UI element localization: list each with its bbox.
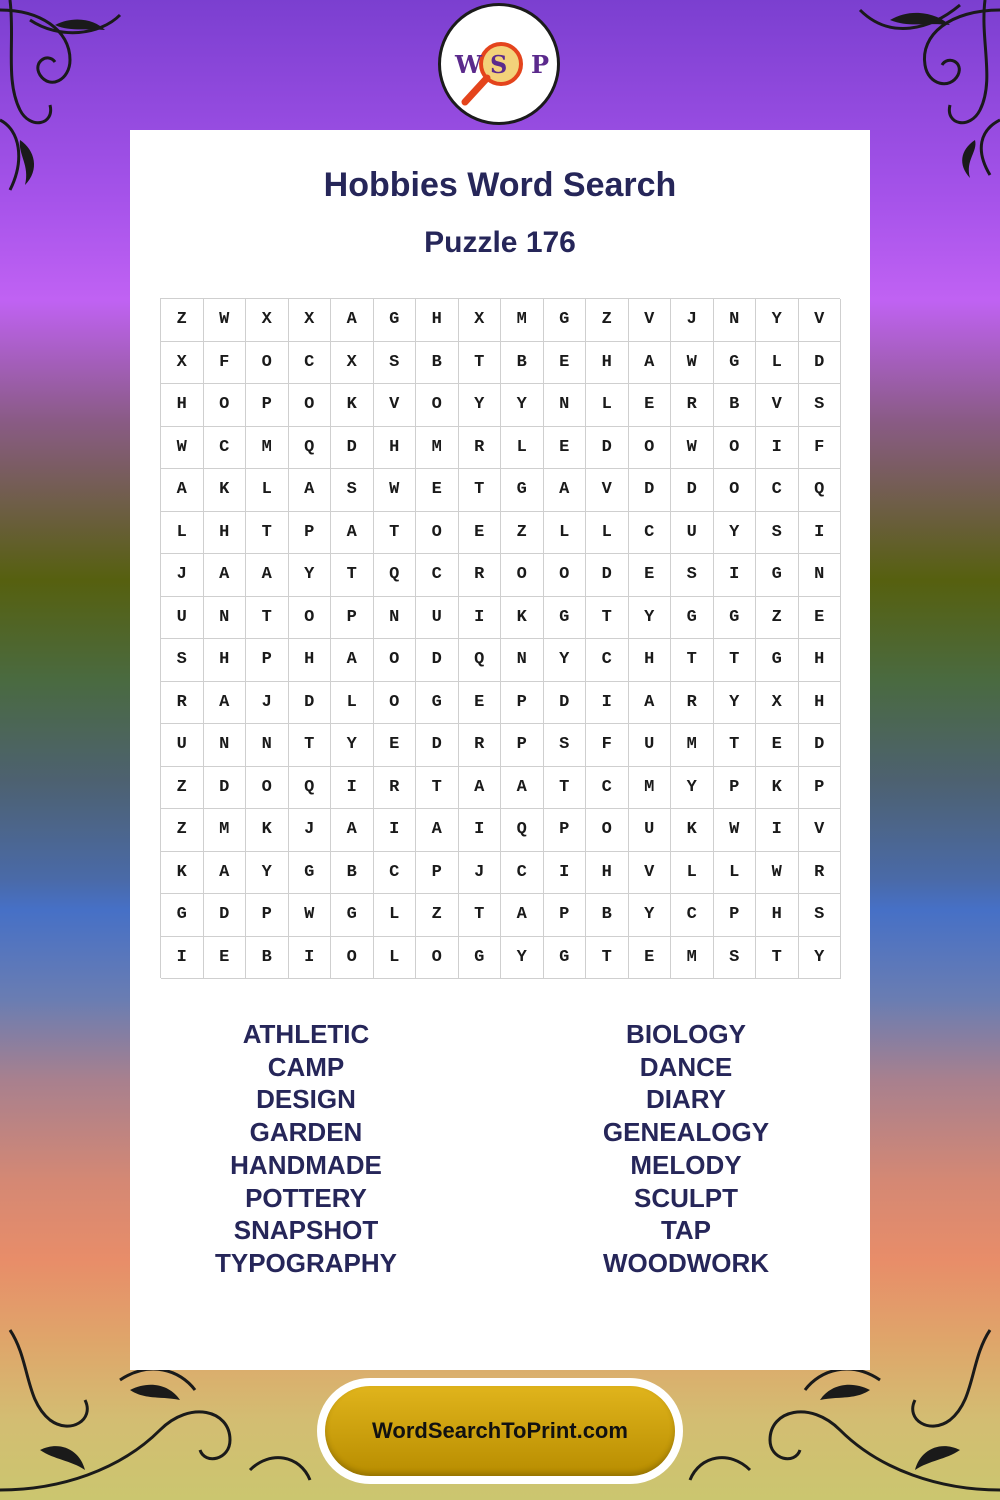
grid-cell: T — [459, 342, 502, 385]
grid-cell: Q — [289, 427, 332, 470]
grid-cell: T — [756, 937, 799, 980]
grid-cell: H — [374, 427, 417, 470]
grid-cell: O — [246, 342, 289, 385]
grid-cell: W — [374, 469, 417, 512]
letter-grid — [160, 298, 840, 978]
grid-cell: L — [586, 384, 629, 427]
grid-cell: G — [756, 639, 799, 682]
grid-cell: X — [331, 342, 374, 385]
grid-cell: V — [374, 384, 417, 427]
grid-cell: K — [756, 767, 799, 810]
grid-cell: Y — [289, 554, 332, 597]
grid-cell: N — [501, 639, 544, 682]
grid-cell: C — [671, 894, 714, 937]
logo-letter-s: S — [490, 50, 508, 79]
grid-cell: Y — [714, 512, 757, 555]
grid-cell: H — [204, 639, 247, 682]
grid-cell: T — [459, 469, 502, 512]
grid-cell: P — [416, 852, 459, 895]
grid-cell: J — [161, 554, 204, 597]
grid-cell: W — [161, 427, 204, 470]
grid-cell: Z — [501, 512, 544, 555]
word-list-item: POTTERY — [245, 1182, 367, 1213]
grid-cell: S — [544, 724, 587, 767]
logo-letter-p: P — [531, 50, 550, 79]
grid-cell: T — [374, 512, 417, 555]
grid-cell: Z — [416, 894, 459, 937]
grid-cell: G — [714, 342, 757, 385]
grid-cell: O — [544, 554, 587, 597]
grid-cell: A — [459, 767, 502, 810]
grid-cell: A — [544, 469, 587, 512]
word-list-item: TYPOGRAPHY — [214, 1247, 398, 1278]
grid-cell: S — [799, 384, 842, 427]
grid-cell: Y — [756, 299, 799, 342]
grid-cell: L — [671, 852, 714, 895]
grid-cell: E — [629, 937, 672, 980]
word-list-item: GENEALOGY — [602, 1117, 770, 1148]
grid-cell: G — [544, 937, 587, 980]
grid-cell: U — [161, 597, 204, 640]
grid-cell: G — [331, 894, 374, 937]
grid-cell: T — [246, 597, 289, 640]
grid-cell: D — [799, 342, 842, 385]
grid-cell: G — [671, 597, 714, 640]
grid-cell: T — [459, 894, 502, 937]
grid-cell: H — [799, 639, 842, 682]
grid-cell: I — [459, 809, 502, 852]
grid-cell: Y — [331, 724, 374, 767]
word-list-item: GARDEN — [249, 1117, 363, 1148]
grid-cell: F — [799, 427, 842, 470]
grid-cell: G — [416, 682, 459, 725]
grid-cell: A — [629, 342, 672, 385]
grid-cell: O — [289, 384, 332, 427]
grid-cell: D — [586, 427, 629, 470]
grid-cell: V — [799, 299, 842, 342]
word-list-item: SNAPSHOT — [233, 1215, 379, 1246]
grid-cell: D — [586, 554, 629, 597]
grid-cell: H — [756, 894, 799, 937]
grid-cell: L — [501, 427, 544, 470]
grid-cell: Q — [289, 767, 332, 810]
grid-cell: W — [204, 299, 247, 342]
word-list-item: ATHLETIC — [242, 1019, 370, 1049]
grid-cell: I — [756, 427, 799, 470]
grid-cell: U — [629, 724, 672, 767]
grid-cell: A — [501, 894, 544, 937]
grid-cell: V — [586, 469, 629, 512]
grid-cell: S — [714, 937, 757, 980]
grid-cell: H — [586, 852, 629, 895]
grid-cell: X — [459, 299, 502, 342]
grid-cell: U — [629, 809, 672, 852]
grid-cell: R — [799, 852, 842, 895]
grid-cell: W — [289, 894, 332, 937]
grid-cell: T — [544, 767, 587, 810]
grid-cell: D — [799, 724, 842, 767]
grid-cell: G — [459, 937, 502, 980]
grid-cell: R — [671, 682, 714, 725]
grid-cell: M — [671, 937, 714, 980]
grid-cell: A — [629, 682, 672, 725]
grid-cell: A — [246, 554, 289, 597]
grid-cell: O — [416, 384, 459, 427]
grid-cell: S — [756, 512, 799, 555]
grid-cell: S — [799, 894, 842, 937]
grid-cell: J — [289, 809, 332, 852]
grid-cell: N — [204, 724, 247, 767]
grid-cell: C — [586, 639, 629, 682]
grid-cell: F — [204, 342, 247, 385]
word-list-item: CAMP — [267, 1051, 345, 1082]
grid-cell: M — [204, 809, 247, 852]
site-link-label: WordSearchToPrint.com — [372, 1418, 628, 1443]
grid-cell: R — [459, 427, 502, 470]
grid-cell: P — [246, 639, 289, 682]
grid-cell: I — [756, 809, 799, 852]
grid-cell: T — [586, 597, 629, 640]
grid-cell: J — [246, 682, 289, 725]
word-list-item: DANCE — [639, 1051, 733, 1082]
grid-cell: O — [416, 937, 459, 980]
grid-cell: I — [331, 767, 374, 810]
grid-cell: D — [671, 469, 714, 512]
logo-letter-w: W — [455, 50, 482, 79]
grid-cell: R — [374, 767, 417, 810]
grid-cell: L — [246, 469, 289, 512]
grid-cell: K — [246, 809, 289, 852]
grid-cell: D — [629, 469, 672, 512]
grid-cell: O — [374, 639, 417, 682]
grid-cell: M — [501, 299, 544, 342]
grid-cell: W — [714, 809, 757, 852]
grid-cell: B — [501, 342, 544, 385]
grid-cell: A — [204, 682, 247, 725]
grid-cell: N — [714, 299, 757, 342]
page-title: Hobbies Word Search — [323, 166, 677, 204]
grid-cell: Y — [246, 852, 289, 895]
grid-cell: Y — [714, 682, 757, 725]
grid-cell: M — [416, 427, 459, 470]
grid-cell: P — [501, 724, 544, 767]
grid-cell: K — [161, 852, 204, 895]
grid-cell: Z — [756, 597, 799, 640]
grid-cell: N — [544, 384, 587, 427]
grid-cell: N — [799, 554, 842, 597]
grid-cell: P — [501, 682, 544, 725]
grid-cell: C — [204, 427, 247, 470]
word-list-item: MELODY — [630, 1149, 742, 1180]
grid-cell: O — [289, 597, 332, 640]
grid-cell: D — [544, 682, 587, 725]
grid-cell: O — [714, 427, 757, 470]
grid-cell: E — [416, 469, 459, 512]
grid-cell: I — [799, 512, 842, 555]
grid-cell: R — [161, 682, 204, 725]
word-list-item: BIOLOGY — [626, 1019, 746, 1049]
grid-cell: E — [544, 342, 587, 385]
grid-cell: S — [331, 469, 374, 512]
grid-cell: Q — [799, 469, 842, 512]
grid-cell: D — [204, 894, 247, 937]
grid-cell: Y — [544, 639, 587, 682]
grid-cell: L — [586, 512, 629, 555]
grid-cell: T — [289, 724, 332, 767]
grid-cell: S — [374, 342, 417, 385]
grid-cell: J — [671, 299, 714, 342]
grid-cell: T — [714, 639, 757, 682]
grid-cell: Y — [629, 894, 672, 937]
grid-cell: Q — [501, 809, 544, 852]
word-list-item: SCULPT — [634, 1182, 738, 1213]
site-link-inner[interactable] — [325, 1386, 675, 1476]
grid-cell: O — [629, 427, 672, 470]
grid-cell: T — [246, 512, 289, 555]
grid-cell: M — [629, 767, 672, 810]
grid-cell: A — [331, 809, 374, 852]
grid-cell: P — [799, 767, 842, 810]
word-list-right — [506, 1018, 866, 1280]
grid-cell: G — [544, 597, 587, 640]
grid-cell: A — [416, 809, 459, 852]
grid-cell: C — [374, 852, 417, 895]
grid-cell: J — [459, 852, 502, 895]
grid-cell: T — [416, 767, 459, 810]
grid-cell: P — [544, 809, 587, 852]
grid-cell: I — [586, 682, 629, 725]
grid-cell: O — [204, 384, 247, 427]
grid-cell: I — [374, 809, 417, 852]
grid-cell: W — [671, 427, 714, 470]
grid-cell: D — [331, 427, 374, 470]
grid-cell: V — [756, 384, 799, 427]
grid-cell: D — [204, 767, 247, 810]
grid-cell: X — [289, 299, 332, 342]
grid-cell: E — [629, 384, 672, 427]
grid-cell: U — [671, 512, 714, 555]
grid-cell: O — [586, 809, 629, 852]
grid-cell: E — [459, 512, 502, 555]
grid-cell: Q — [374, 554, 417, 597]
grid-cell: P — [714, 767, 757, 810]
word-list-item: DIARY — [646, 1084, 726, 1115]
grid-cell: H — [586, 342, 629, 385]
grid-cell: W — [671, 342, 714, 385]
grid-cell: W — [756, 852, 799, 895]
grid-cell: B — [416, 342, 459, 385]
grid-cell: C — [416, 554, 459, 597]
grid-cell: Y — [501, 937, 544, 980]
grid-cell: D — [289, 682, 332, 725]
grid-cell: N — [374, 597, 417, 640]
grid-cell: L — [331, 682, 374, 725]
grid-cell: A — [331, 299, 374, 342]
wsp-logo — [438, 3, 560, 125]
grid-cell: P — [331, 597, 374, 640]
grid-cell: X — [246, 299, 289, 342]
grid-cell: I — [161, 937, 204, 980]
grid-cell: G — [714, 597, 757, 640]
grid-cell: O — [374, 682, 417, 725]
grid-cell: Z — [161, 299, 204, 342]
grid-cell: A — [501, 767, 544, 810]
grid-cell: A — [331, 512, 374, 555]
grid-cell: C — [756, 469, 799, 512]
grid-cell: L — [374, 937, 417, 980]
grid-cell: E — [799, 597, 842, 640]
grid-cell: E — [374, 724, 417, 767]
grid-cell: H — [161, 384, 204, 427]
grid-cell: R — [459, 724, 502, 767]
grid-cell: O — [331, 937, 374, 980]
grid-cell: H — [416, 299, 459, 342]
grid-cell: A — [204, 852, 247, 895]
puzzle-number: Puzzle 176 — [424, 226, 576, 259]
grid-cell: Q — [459, 639, 502, 682]
grid-cell: S — [161, 639, 204, 682]
grid-cell: F — [586, 724, 629, 767]
grid-cell: Y — [629, 597, 672, 640]
grid-cell: R — [671, 384, 714, 427]
site-link-button[interactable] — [317, 1378, 683, 1484]
grid-cell: H — [204, 512, 247, 555]
grid-cell: A — [204, 554, 247, 597]
grid-cell: M — [246, 427, 289, 470]
grid-cell: D — [416, 724, 459, 767]
grid-cell: H — [799, 682, 842, 725]
grid-cell: G — [501, 469, 544, 512]
grid-cell: O — [416, 512, 459, 555]
grid-cell: V — [629, 299, 672, 342]
grid-cell: U — [416, 597, 459, 640]
grid-cell: C — [586, 767, 629, 810]
grid-cell: Y — [799, 937, 842, 980]
grid-cell: A — [331, 639, 374, 682]
grid-cell: K — [671, 809, 714, 852]
grid-cell: T — [671, 639, 714, 682]
grid-cell: G — [544, 299, 587, 342]
grid-cell: Y — [671, 767, 714, 810]
grid-cell: Z — [161, 767, 204, 810]
grid-cell: G — [289, 852, 332, 895]
grid-cell: C — [289, 342, 332, 385]
grid-cell: L — [374, 894, 417, 937]
grid-cell: C — [501, 852, 544, 895]
word-list-item: TAP — [660, 1215, 712, 1246]
grid-cell: E — [544, 427, 587, 470]
grid-cell: D — [416, 639, 459, 682]
grid-cell: N — [204, 597, 247, 640]
grid-cell: Y — [459, 384, 502, 427]
grid-cell: Y — [501, 384, 544, 427]
grid-cell: A — [161, 469, 204, 512]
grid-cell: B — [331, 852, 374, 895]
grid-cell: X — [756, 682, 799, 725]
word-list-item: WOODWORK — [602, 1247, 770, 1278]
grid-cell: O — [714, 469, 757, 512]
grid-cell: L — [544, 512, 587, 555]
grid-cell: I — [289, 937, 332, 980]
grid-cell: S — [671, 554, 714, 597]
grid-cell: K — [204, 469, 247, 512]
grid-cell: P — [544, 894, 587, 937]
grid-cell: H — [629, 639, 672, 682]
grid-cell: K — [501, 597, 544, 640]
grid-cell: G — [161, 894, 204, 937]
grid-cell: T — [331, 554, 374, 597]
grid-cell: E — [629, 554, 672, 597]
grid-cell: L — [756, 342, 799, 385]
word-list-item: DESIGN — [256, 1084, 356, 1115]
grid-cell: B — [586, 894, 629, 937]
grid-cell: V — [629, 852, 672, 895]
grid-cell: A — [289, 469, 332, 512]
puzzle-card — [130, 130, 870, 1370]
grid-cell: H — [289, 639, 332, 682]
word-list-item: HANDMADE — [230, 1149, 382, 1180]
grid-cell: E — [756, 724, 799, 767]
grid-cell: U — [161, 724, 204, 767]
grid-cell: I — [714, 554, 757, 597]
grid-cell: P — [246, 894, 289, 937]
word-list-left — [126, 1018, 486, 1280]
top-left-ornament — [0, 0, 140, 200]
grid-cell: P — [289, 512, 332, 555]
grid-cell: K — [331, 384, 374, 427]
grid-cell: T — [714, 724, 757, 767]
grid-cell: R — [459, 554, 502, 597]
grid-cell: P — [246, 384, 289, 427]
grid-cell: C — [629, 512, 672, 555]
grid-cell: V — [799, 809, 842, 852]
grid-cell: L — [161, 512, 204, 555]
grid-cell: E — [204, 937, 247, 980]
grid-cell: O — [501, 554, 544, 597]
grid-cell: B — [714, 384, 757, 427]
grid-cell: G — [756, 554, 799, 597]
grid-cell: I — [459, 597, 502, 640]
grid-cell: M — [671, 724, 714, 767]
grid-cell: L — [714, 852, 757, 895]
grid-cell: B — [246, 937, 289, 980]
grid-cell: T — [586, 937, 629, 980]
grid-cell: N — [246, 724, 289, 767]
grid-cell: G — [374, 299, 417, 342]
grid-cell: P — [714, 894, 757, 937]
grid-cell: E — [459, 682, 502, 725]
grid-cell: I — [544, 852, 587, 895]
grid-cell: Z — [161, 809, 204, 852]
grid-cell: O — [246, 767, 289, 810]
grid-cell: Z — [586, 299, 629, 342]
grid-cell: X — [161, 342, 204, 385]
